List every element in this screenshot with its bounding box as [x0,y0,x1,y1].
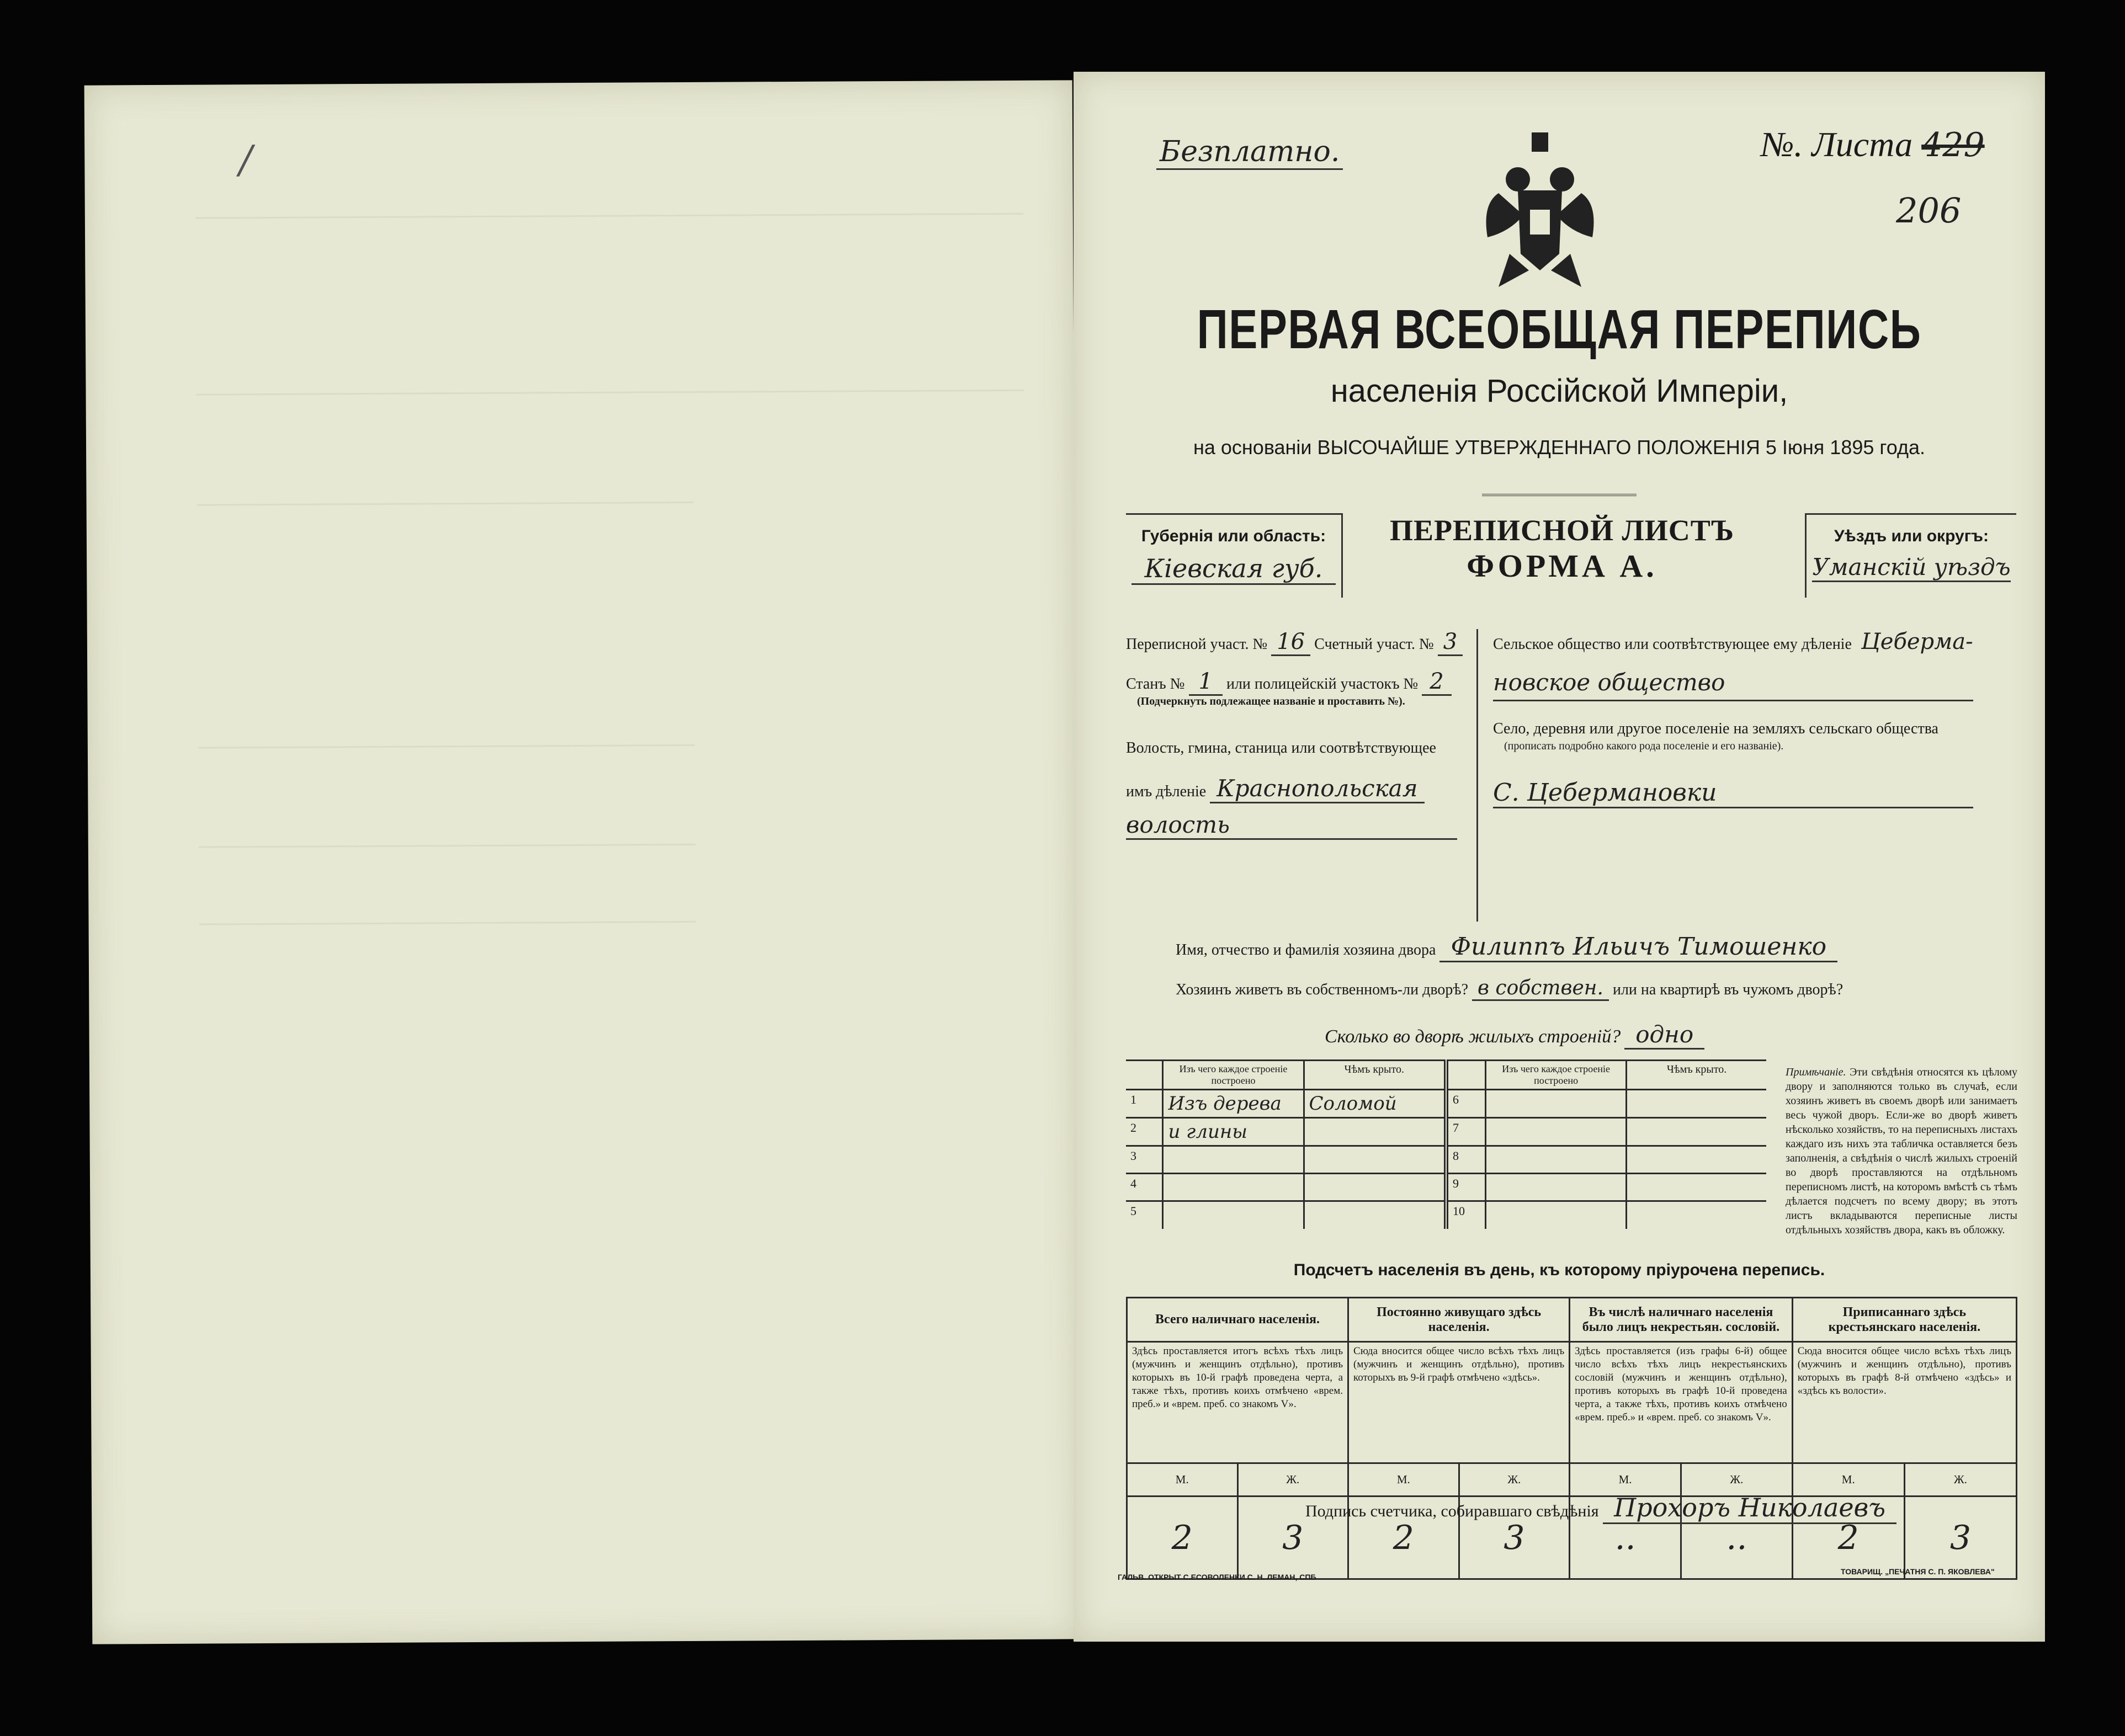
bleed-through-line [198,744,695,749]
col-roof-right: Чѣмъ крыто. [1627,1061,1766,1090]
province-value: Кіевская губ. [1131,553,1336,585]
male-label: М. [1127,1463,1238,1497]
non-peasant-female-value: .. [1681,1497,1792,1579]
female-label: Ж. [1237,1463,1348,1497]
form-header-box [1126,513,2015,607]
col-registered-desc: Сюда вносится общее число всѣхъ тѣхъ лицъ (мужчинъ и женщинъ отдѣльно), противъ которыхъ въ графѣ 8-й отмѣчено «здѣсь» и «здѣсь къ волости». [1792,1342,2016,1463]
society-label: Сельское общество или соотвѣтствующее ему дѣленіе [1493,636,1852,653]
stan-row [1126,669,1468,695]
registered-female-value: 3 [1904,1497,2016,1579]
society-value-2: новское общество [1493,669,1973,701]
province-label: Губернія или область: [1141,527,1326,545]
sheet-label: №. Листа [1761,125,1913,164]
note-block [1786,1065,2017,1237]
population-sex-row [1127,1463,2017,1497]
police-value: 2 [1422,669,1451,696]
volost-label-1: Волость, гмина, станица или соотвѣтствующее [1126,739,1436,757]
sheet-number-new: 206 [1896,190,1962,231]
row-material [1163,1174,1304,1201]
owner-name-value: Филиппъ Ильичъ Тимошенко [1439,933,1837,962]
printer-imprint-right: ТОВАРИЩ. „ПЕЧАТНЯ С. П. ЯКОВЛЕВА" [1841,1567,1995,1576]
population-title-row [1127,1298,2017,1342]
village-value: С. Цебермановки [1493,779,1973,808]
row-number: 10 [1446,1201,1486,1229]
col-registered-title: Приписаннаго здѣсь крестьянскаго населенія. [1792,1298,2016,1342]
row-material [1163,1201,1304,1229]
form-name: ФОРМА А. [1467,548,1658,584]
row-number: 6 [1446,1090,1486,1118]
district-label: Уѣздъ или округъ: [1834,527,1989,545]
col-permanent-title: Постоянно живущаго здѣсь населенія. [1348,1298,1570,1342]
owner-lives-value: в собствен. [1472,977,1609,1001]
male-label: М. [1792,1463,1904,1497]
sheet-title: ПЕРЕПИСНОЙ ЛИСТЪ [1389,514,1735,547]
section-divider [1476,629,1478,922]
row-number: 8 [1446,1146,1486,1174]
female-label: Ж. [1681,1463,1792,1497]
non-peasant-male-value: .. [1570,1497,1681,1579]
row-number: 1 [1126,1090,1163,1118]
police-label: или полицейскій участокъ № [1226,675,1419,693]
row-number: 7 [1446,1118,1486,1146]
census-area-label: Переписной участ. № [1126,636,1268,653]
population-desc-row [1127,1342,2017,1463]
census-area-row [1126,629,1468,669]
col-permanent-desc: Сюда вносится общее число всѣхъ тѣхъ лицъ (мужчинъ и женщинъ отдѣльно), противъ которыхъ въ 9-й графѣ отмѣчено «здѣсь». [1348,1342,1570,1463]
owner-block [1126,933,2015,1059]
pencil-mark: / [239,137,253,183]
sheet-number [1761,124,1985,165]
col-material-left: Изъ чего каждое строеніе построено [1163,1061,1304,1090]
col-non-peasant-desc: Здѣсь проставляется (изъ графы 6-й) общее число всѣхъ тѣхъ лицъ некрестьянскихъ сословій (мужчинъ и женщинъ отдѣльно), противъ которыхъ въ графѣ 10-й проведена черта, а также тѣхъ, противъ коихъ отмѣчено «врем. преб.» и «врем. преб. со знакомъ V». [1570,1342,1793,1463]
col-non-peasant-title: Въ числѣ наличнаго населенія было лицъ некрестьян. сословій. [1570,1298,1793,1342]
right-page [1074,72,2045,1642]
col-material-right: Изъ чего каждое строеніе построено [1486,1061,1627,1090]
owner-name-label: Имя, отчество и фамилія хозяина двора [1176,941,1436,958]
underline-note: (Подчеркнуть подлежащее названіе и проставить №). [1137,695,1405,707]
volost-label-2: имъ дѣленіе [1126,783,1207,800]
bleed-through-line [196,390,1024,396]
row-number: 4 [1126,1174,1163,1201]
row-number: 2 [1126,1118,1163,1146]
count-area-label: Счетный участ. № [1314,636,1434,653]
district-value: Уманскій уѣздъ [1812,553,2011,582]
male-label: М. [1348,1463,1459,1497]
row-roof: Соломой [1304,1090,1446,1118]
owner-lives-label-2: или на квартирѣ въ чужомъ дворѣ? [1612,981,1844,998]
female-label: Ж. [1904,1463,2016,1497]
row-roof [1304,1174,1446,1201]
volost-value-2: волость [1126,811,1457,840]
village-label: Село, деревня или другое поселеніе на земляхъ сельскаго общества [1493,720,1938,737]
buildings-count-label: Сколько во дворѣ жилыхъ строеній? [1325,1026,1621,1047]
total-female-value: 3 [1237,1497,1348,1579]
row-number: 9 [1446,1174,1486,1201]
area-info-block [1126,629,1468,840]
table-row [1126,1174,1766,1201]
row-roof [1304,1201,1446,1229]
buildings-table [1126,1059,1766,1229]
col-total-desc: Здѣсь проставляется итогъ всѣхъ тѣхъ лицъ (мужчинъ и женщинъ отдѣльно), противъ которыхъ въ 10-й графѣ проведена черта, а также тѣхъ, противъ коихъ отмѣчено «врем. преб.» и «врем. преб. со знакомъ V». [1127,1342,1348,1463]
row-number: 5 [1126,1201,1163,1229]
table-row [1126,1118,1766,1146]
row-material: и глины [1163,1118,1304,1146]
col-roof-left: Чѣмъ крыто. [1304,1061,1446,1090]
table-row [1126,1201,1766,1229]
main-title: ПЕРВАЯ ВСЕОБЩАЯ ПЕРЕПИСЬ [1197,299,1922,360]
signature-row [1305,1493,1896,1522]
village-note: (прописать подробно какого рода поселеніе и его названіе). [1504,740,1784,752]
printer-imprint-left: ГАЛЬВ. ОТКРЫТ С.ЕСОВОЛЕНКИ С. Н. ЛЕМАН, СПБ [1118,1573,1316,1581]
permanent-female-value: 3 [1459,1497,1570,1579]
buildings-count-value: одно [1624,1021,1704,1050]
row-material [1163,1146,1304,1174]
district-box [1805,513,2016,598]
male-label: М. [1570,1463,1681,1497]
bleed-through-line [197,502,694,506]
bleed-through-line [199,844,695,848]
row-material: Изъ дерева [1163,1090,1304,1118]
bleed-through-line [199,921,696,925]
society-value-1: Цебермa- [1861,629,1973,654]
population-heading: Подсчетъ населенія въ день, къ которому пріурочена перепись. [1293,1261,1825,1279]
row-roof [1304,1118,1446,1146]
note-text: Эти свѣдѣнія относятся къ цѣлому двору и заполняются только въ случаѣ, если хозяинъ живетъ въ своемъ дворѣ или занимаетъ весь чужой дворъ. Если-же во дворѣ живетъ нѣсколько хозяйствъ, то на переписныхъ листахъ каждаго изъ нихъ эта табличка оставляется безъ заполненія, а свѣдѣнія о числѣ жилыхъ строеній во дворѣ проставляются на отдѣльномъ переписномъ листѣ, на которомъ вмѣстѣ съ тѣмъ дѣлается подсчетъ по всему двору; въ этотъ листъ вкладываются переписные листы отдѣльныхъ хозяйствъ двора, какъ въ обложку. [1786,1066,2018,1236]
table-row [1126,1146,1766,1174]
col-total-title: Всего наличнаго населенія. [1127,1298,1348,1342]
bleed-through-line [195,213,1023,219]
sheet-number-struck: 429 [1921,126,1985,164]
owner-lives-label-1: Хозяинъ живетъ въ собственномъ-ли дворѣ? [1176,981,1469,998]
registered-male-value: 2 [1792,1497,1904,1579]
population-table [1126,1297,2017,1580]
count-area-value: 3 [1438,629,1463,656]
province-box [1126,513,1343,598]
subtitle: населенія Россійской Имперіи, [1330,373,1788,409]
signature-value: Прохоръ Николаевъ [1603,1493,1896,1524]
total-male-value: 2 [1127,1497,1238,1579]
permanent-male-value: 2 [1348,1497,1459,1579]
settlement-info-block [1493,629,1984,808]
table-row [1126,1090,1766,1118]
free-label: Безплатно. [1156,135,1343,170]
table-header-row [1126,1061,1766,1090]
volost-value-1: Краснопольская [1210,775,1424,803]
basis-line: на основаніи ВЫСОЧАЙШЕ УТВЕРЖДЕННАГО ПОЛОЖЕНІЯ 5 Іюня 1895 года. [1193,436,1925,459]
ornament-divider [1482,494,1637,496]
sheet-title-box [1358,513,1766,584]
row-number: 3 [1126,1146,1163,1174]
row-roof [1304,1146,1446,1174]
census-area-value: 16 [1271,629,1310,656]
double-headed-eagle-icon [1476,127,1603,292]
left-page [84,80,1081,1644]
female-label: Ж. [1459,1463,1570,1497]
stan-label: Станъ № [1126,675,1185,693]
note-lead: Примѣчаніе. [1786,1066,1846,1078]
stan-value: 1 [1189,669,1223,696]
signature-label: Подпись счетчика, собиравшаго свѣдѣнія [1305,1502,1599,1520]
